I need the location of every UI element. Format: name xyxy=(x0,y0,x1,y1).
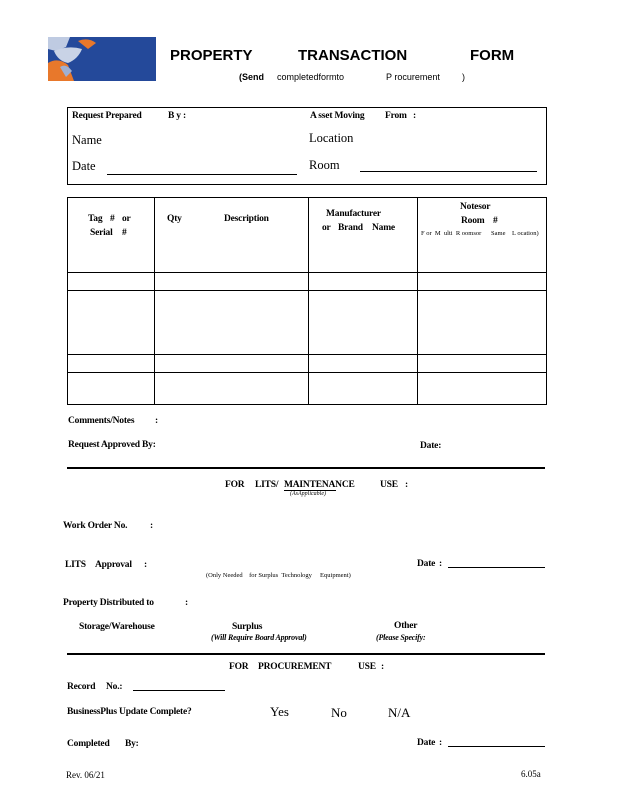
section-divider xyxy=(67,467,545,469)
th-tag-or: or xyxy=(122,214,131,224)
request-prepared-label: Request Prepared xyxy=(72,111,142,121)
request-by-label: B y : xyxy=(168,111,187,121)
section-divider xyxy=(67,653,545,655)
date-label: Date xyxy=(72,159,96,173)
lits-for: FOR xyxy=(225,480,245,490)
th-name: Name xyxy=(372,223,395,233)
bplus-yes-option[interactable]: Yes xyxy=(270,704,289,719)
table-row-divider xyxy=(67,272,546,273)
proc-for: FOR xyxy=(229,662,249,672)
from-colon: : xyxy=(413,111,416,121)
logo-graphic xyxy=(48,37,156,81)
th-qty: Qty xyxy=(167,214,182,224)
lits-date-label: Date xyxy=(417,559,436,569)
th-room-hash: # xyxy=(493,216,498,226)
bplus-no-option[interactable]: No xyxy=(331,705,347,720)
lits-approval-lits: LITS xyxy=(65,560,86,570)
name-label: Name xyxy=(72,133,102,147)
th-tag-hash: # xyxy=(110,214,115,224)
subtitle-procurement: P rocurement xyxy=(386,72,440,82)
lits-approval-colon: : xyxy=(144,560,147,570)
th-manufacturer: Manufacturer xyxy=(326,209,381,219)
surplus-note: (Will Require Board Approval) xyxy=(211,633,307,642)
bplus-na-option[interactable]: N/A xyxy=(388,705,411,720)
th-serial: Serial xyxy=(90,228,113,238)
approved-date-label: Date: xyxy=(420,441,442,451)
title-word-property: PROPERTY xyxy=(170,47,253,64)
items-table xyxy=(67,197,547,405)
work-order-label: Work Order No. xyxy=(63,521,128,531)
proc-procurement: PROCUREMENT xyxy=(258,662,332,672)
lits-approval-label: Approval xyxy=(95,560,132,570)
lits-lits: LITS/ xyxy=(255,480,279,490)
approved-by-label: Request Approved By: xyxy=(68,440,156,450)
lits-colon: : xyxy=(405,480,408,490)
table-row-divider xyxy=(67,372,546,373)
th-or: or xyxy=(322,223,331,233)
completed-label: Completed xyxy=(67,739,110,749)
distributed-colon: : xyxy=(185,598,188,608)
record-no-field[interactable] xyxy=(133,690,225,691)
th-description: Description xyxy=(224,214,269,224)
other-option[interactable]: Other xyxy=(394,621,418,631)
record-no-label: No.: xyxy=(106,682,123,692)
storage-option[interactable]: Storage/Warehouse xyxy=(79,622,155,632)
proc-date-field[interactable] xyxy=(448,746,545,747)
title-word-transaction: TRANSACTION xyxy=(298,47,408,64)
th-note-detail: F or M ulti R oomsor Same L ocation) xyxy=(421,230,539,237)
asset-moving-label: A sset Moving xyxy=(310,111,365,121)
th-serial-hash: # xyxy=(122,228,127,238)
comments-colon: : xyxy=(155,416,158,426)
lits-maintenance: MAINTENANCE xyxy=(284,480,355,490)
lits-use: USE xyxy=(380,480,398,490)
completed-by-label: By: xyxy=(125,739,139,749)
location-label: Location xyxy=(309,131,354,145)
date-field[interactable] xyxy=(107,174,297,175)
logo xyxy=(48,37,156,81)
distributed-label: Property Distributed to xyxy=(63,598,154,608)
proc-date-colon: : xyxy=(439,738,442,748)
th-notes: Notesor xyxy=(460,202,491,212)
as-applicable: (AsApplicable) xyxy=(290,491,326,497)
surplus-option[interactable]: Surplus xyxy=(232,622,263,632)
form-code: 6.05a xyxy=(521,769,541,779)
table-row-divider xyxy=(67,354,546,355)
record-label: Record xyxy=(67,682,96,692)
room-label: Room xyxy=(309,158,340,172)
only-needed-note: (Only Needed for Surplus Technology Equipment) xyxy=(206,572,351,579)
proc-use: USE xyxy=(358,662,376,672)
proc-colon: : xyxy=(381,662,384,672)
revision-label: Rev. 06/21 xyxy=(66,770,105,780)
th-brand: Brand xyxy=(338,223,363,233)
th-room: Room xyxy=(461,216,485,226)
lits-date-colon: : xyxy=(439,559,442,569)
table-row-divider xyxy=(67,290,546,291)
subtitle-close: ) xyxy=(462,72,465,82)
room-field[interactable] xyxy=(360,171,537,172)
th-tag: Tag xyxy=(88,214,103,224)
bplus-question: BusinessPlus Update Complete? xyxy=(67,707,192,717)
proc-date-label: Date xyxy=(417,738,436,748)
lits-date-field[interactable] xyxy=(448,567,545,568)
subtitle-completed: completedformto xyxy=(277,72,345,82)
from-label: From xyxy=(385,111,407,121)
work-order-colon: : xyxy=(150,521,153,531)
comments-label: Comments/Notes xyxy=(68,416,135,426)
other-note: (Please Specify: xyxy=(376,633,426,642)
subtitle-send: (Send xyxy=(239,72,265,82)
title-word-form: FORM xyxy=(470,47,515,64)
